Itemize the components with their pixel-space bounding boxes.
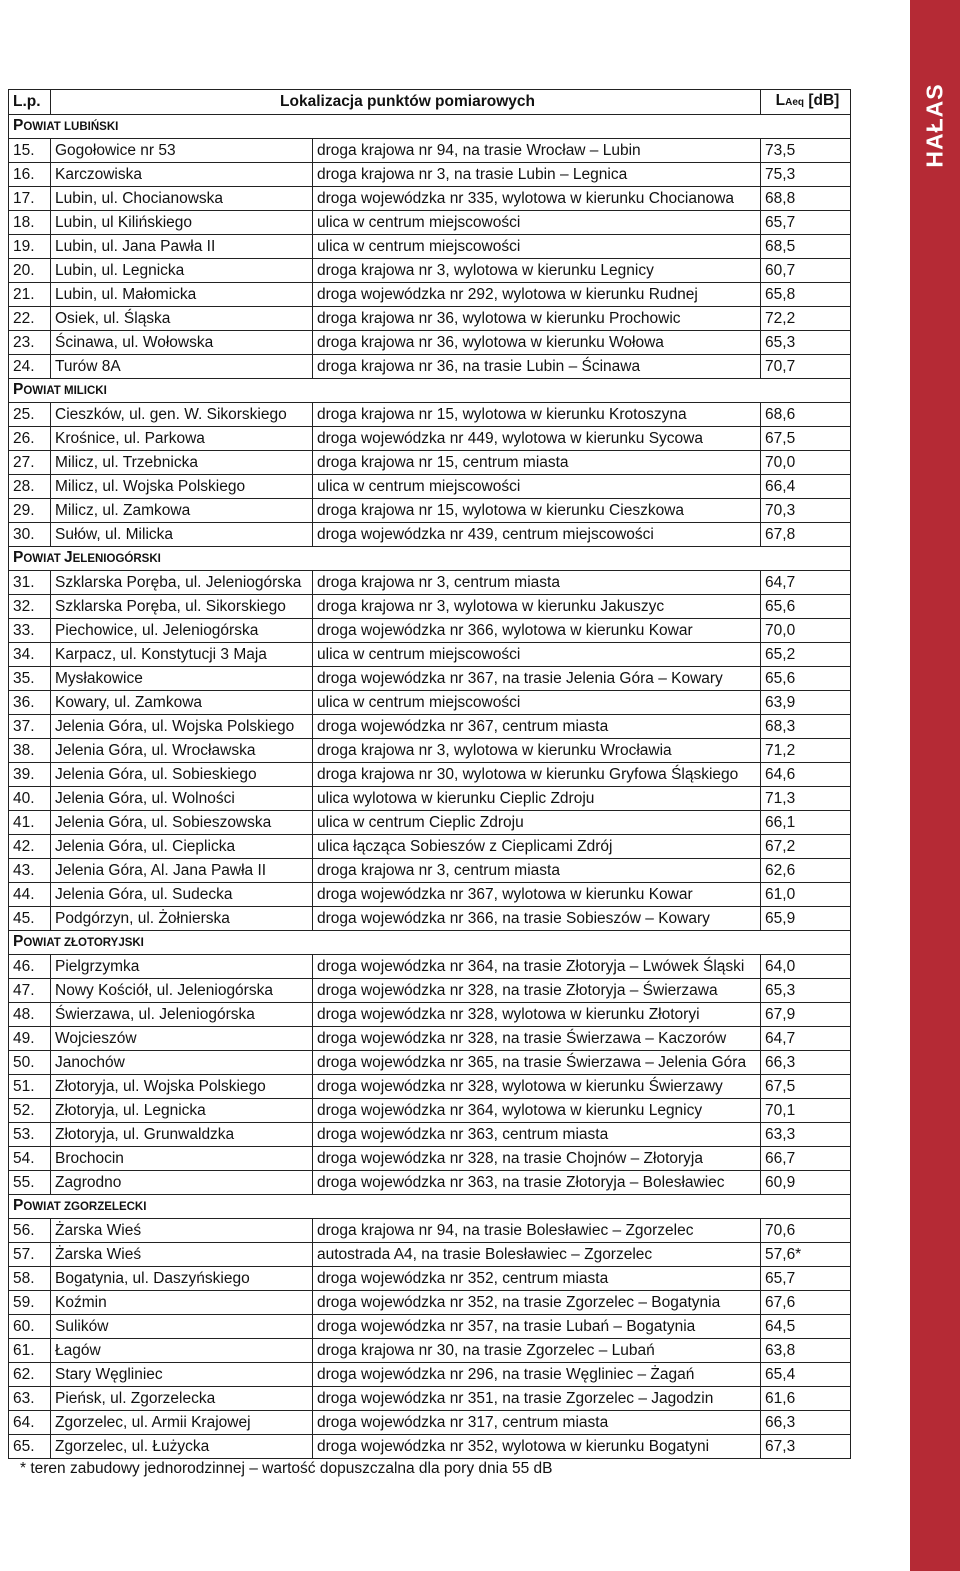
row-laeq-value: 64,6 [761,763,851,787]
table-row [9,1027,851,1051]
side-chapter-label [912,84,958,166]
row-location: Jelenia Góra, ul. Wolności [51,787,313,811]
side-chapter-text: HAŁAS [921,82,948,168]
row-laeq-value: 66,1 [761,811,851,835]
table-row [9,475,851,499]
row-number: 49. [9,1027,51,1051]
row-road: droga krajowa nr 3, na trasie Lubin – Legnica [313,163,761,187]
table-row [9,307,851,331]
row-road: droga wojewódzka nr 328, na trasie Chojnów – Złotoryja [313,1147,761,1171]
row-road: droga krajowa nr 36, wylotowa w kierunku Wołowa [313,331,761,355]
header-laeq [761,90,851,115]
row-road: droga wojewódzka nr 366, na trasie Sobieszów – Kowary [313,907,761,931]
section-row [9,379,851,403]
section-heading-part: P [13,549,24,566]
row-location: Nowy Kościół, ul. Jeleniogórska [51,979,313,1003]
row-location: Pielgrzymka [51,955,313,979]
row-location: Jelenia Góra, ul. Wojska Polskiego [51,715,313,739]
section-heading [9,1195,851,1219]
row-road: droga wojewódzka nr 328, na trasie Świerzawa – Kaczorów [313,1027,761,1051]
row-laeq-value: 71,3 [761,787,851,811]
row-laeq-value: 66,4 [761,475,851,499]
section-heading [9,379,851,403]
header-laeq-main: L [775,92,786,109]
table-row [9,403,851,427]
section-row [9,931,851,955]
row-number: 54. [9,1147,51,1171]
table-row [9,1363,851,1387]
table-row [9,811,851,835]
table-row [9,1003,851,1027]
row-number: 17. [9,187,51,211]
row-road: droga wojewódzka nr 328, wylotowa w kierunku Świerzawy [313,1075,761,1099]
row-number: 59. [9,1291,51,1315]
row-number: 19. [9,235,51,259]
row-road: droga wojewódzka nr 363, na trasie Złotoryja – Bolesławiec [313,1171,761,1195]
table-row [9,523,851,547]
table-row [9,1219,851,1243]
row-road: droga wojewódzka nr 328, wylotowa w kierunku Złotoryi [313,1003,761,1027]
table-row [9,1147,851,1171]
row-location: Brochocin [51,1147,313,1171]
row-laeq-value: 67,9 [761,1003,851,1027]
row-laeq-value: 60,7 [761,259,851,283]
row-location: Jelenia Góra, Al. Jana Pawła II [51,859,313,883]
table-row [9,955,851,979]
table-row [9,715,851,739]
section-heading-part: J [64,549,73,566]
row-number: 44. [9,883,51,907]
row-location: Żarska Wieś [51,1219,313,1243]
table-row [9,1387,851,1411]
row-number: 42. [9,835,51,859]
row-road: droga krajowa nr 94, na trasie Wrocław – Lubin [313,139,761,163]
row-number: 23. [9,331,51,355]
row-laeq-value: 72,2 [761,307,851,331]
row-number: 63. [9,1387,51,1411]
table-row [9,1123,851,1147]
table-row [9,283,851,307]
row-location: Lubin, ul Kilińskiego [51,211,313,235]
row-laeq-value: 67,6 [761,1291,851,1315]
row-location: Koźmin [51,1291,313,1315]
row-number: 25. [9,403,51,427]
table-row [9,451,851,475]
section-row [9,115,851,139]
table-row [9,1315,851,1339]
row-number: 30. [9,523,51,547]
row-number: 60. [9,1315,51,1339]
row-location: Łagów [51,1339,313,1363]
row-number: 21. [9,283,51,307]
row-location: Szklarska Poręba, ul. Sikorskiego [51,595,313,619]
row-location: Janochów [51,1051,313,1075]
row-number: 62. [9,1363,51,1387]
row-laeq-value: 67,5 [761,1075,851,1099]
table-row [9,187,851,211]
row-location: Jelenia Góra, ul. Cieplicka [51,835,313,859]
row-location: Milicz, ul. Zamkowa [51,499,313,523]
row-number: 18. [9,211,51,235]
row-road: droga wojewódzka nr 328, na trasie Złotoryja – Świerzawa [313,979,761,1003]
row-number: 26. [9,427,51,451]
header-lp: L.p. [9,90,51,115]
row-laeq-value: 65,4 [761,1363,851,1387]
section-heading-part: OWIAT [23,553,65,565]
row-location: Gogołowice nr 53 [51,139,313,163]
header-laeq-unit: [dB] [804,92,840,109]
row-road: droga krajowa nr 36, wylotowa w kierunku Prochowic [313,307,761,331]
row-number: 64. [9,1411,51,1435]
row-laeq-value: 67,5 [761,427,851,451]
row-number: 48. [9,1003,51,1027]
table-row [9,355,851,379]
section-heading-part: P [13,117,24,134]
row-location: Bogatynia, ul. Daszyńskiego [51,1267,313,1291]
row-location: Sułów, ul. Milicka [51,523,313,547]
row-road: droga krajowa nr 15, wylotowa w kierunku Krotoszyna [313,403,761,427]
table-row [9,1243,851,1267]
table-row [9,595,851,619]
row-laeq-value: 70,6 [761,1219,851,1243]
row-number: 47. [9,979,51,1003]
row-number: 16. [9,163,51,187]
row-laeq-value: 65,6 [761,667,851,691]
row-laeq-value: 67,8 [761,523,851,547]
row-location: Pieńsk, ul. Zgorzelecka [51,1387,313,1411]
section-heading-part: P [13,933,24,950]
row-road: droga wojewódzka nr 364, wylotowa w kierunku Legnicy [313,1099,761,1123]
row-number: 50. [9,1051,51,1075]
row-location: Kowary, ul. Zamkowa [51,691,313,715]
table-body [9,90,851,1459]
row-road: droga wojewódzka nr 367, centrum miasta [313,715,761,739]
row-road: droga krajowa nr 15, wylotowa w kierunku Cieszkowa [313,499,761,523]
table-row [9,1435,851,1459]
row-location: Świerzawa, ul. Jeleniogórska [51,1003,313,1027]
row-laeq-value: 68,6 [761,403,851,427]
row-road: droga krajowa nr 15, centrum miasta [313,451,761,475]
row-location: Karpacz, ul. Konstytucji 3 Maja [51,643,313,667]
section-row [9,547,851,571]
row-road: ulica wylotowa w kierunku Cieplic Zdroju [313,787,761,811]
table-row [9,1411,851,1435]
row-number: 53. [9,1123,51,1147]
row-location: Żarska Wieś [51,1243,313,1267]
row-laeq-value: 70,7 [761,355,851,379]
table-row [9,571,851,595]
row-number: 24. [9,355,51,379]
row-number: 65. [9,1435,51,1459]
row-laeq-value: 65,8 [761,283,851,307]
row-laeq-value: 71,2 [761,739,851,763]
row-laeq-value: 68,5 [761,235,851,259]
row-laeq-value: 66,3 [761,1411,851,1435]
row-location: Lubin, ul. Małomicka [51,283,313,307]
row-location: Milicz, ul. Wojska Polskiego [51,475,313,499]
row-number: 38. [9,739,51,763]
table-row [9,259,851,283]
row-laeq-value: 63,9 [761,691,851,715]
row-number: 33. [9,619,51,643]
row-road: droga wojewódzka nr 439, centrum miejscowości [313,523,761,547]
table-row [9,139,851,163]
table-row [9,1075,851,1099]
section-heading [9,931,851,955]
row-laeq-value: 65,3 [761,331,851,355]
row-number: 46. [9,955,51,979]
table-row [9,1291,851,1315]
row-number: 32. [9,595,51,619]
row-road: droga wojewódzka nr 366, wylotowa w kierunku Kowar [313,619,761,643]
row-laeq-value: 65,3 [761,979,851,1003]
row-road: droga wojewódzka nr 352, wylotowa w kierunku Bogatyni [313,1435,761,1459]
table-row [9,907,851,931]
row-road: droga wojewódzka nr 365, na trasie Świerzawa – Jelenia Góra [313,1051,761,1075]
table-row [9,499,851,523]
row-number: 27. [9,451,51,475]
section-heading-part: P [13,1197,24,1214]
section-heading [9,547,851,571]
row-location: Wojcieszów [51,1027,313,1051]
row-location: Lubin, ul. Chocianowska [51,187,313,211]
footnote: * teren zabudowy jednorodzinnej – wartość dopuszczalna dla pory dnia 55 dB [20,1460,553,1477]
table-row [9,235,851,259]
row-location: Cieszków, ul. gen. W. Sikorskiego [51,403,313,427]
row-location: Piechowice, ul. Jeleniogórska [51,619,313,643]
row-number: 51. [9,1075,51,1099]
row-laeq-value: 64,7 [761,1027,851,1051]
row-laeq-value: 70,1 [761,1099,851,1123]
row-laeq-value: 67,3 [761,1435,851,1459]
row-location: Ścinawa, ul. Wołowska [51,331,313,355]
row-road: droga krajowa nr 3, centrum miasta [313,571,761,595]
row-number: 37. [9,715,51,739]
row-number: 35. [9,667,51,691]
row-location: Złotoryja, ul. Legnicka [51,1099,313,1123]
row-location: Jelenia Góra, ul. Wrocławska [51,739,313,763]
table-row [9,859,851,883]
row-laeq-value: 68,3 [761,715,851,739]
header-laeq-sub: Aeq [785,97,805,108]
row-road: droga wojewódzka nr 317, centrum miasta [313,1411,761,1435]
row-laeq-value: 70,0 [761,619,851,643]
table-row [9,763,851,787]
row-road: droga krajowa nr 3, wylotowa w kierunku Jakuszyc [313,595,761,619]
row-laeq-value: 67,2 [761,835,851,859]
row-road: autostrada A4, na trasie Bolesławiec – Zgorzelec [313,1243,761,1267]
row-location: Zgorzelec, ul. Łużycka [51,1435,313,1459]
row-road: ulica w centrum miejscowości [313,475,761,499]
row-road: droga krajowa nr 94, na trasie Bolesławiec – Zgorzelec [313,1219,761,1243]
row-number: 61. [9,1339,51,1363]
row-location: Milicz, ul. Trzebnicka [51,451,313,475]
row-location: Stary Węgliniec [51,1363,313,1387]
row-location: Sulików [51,1315,313,1339]
row-road: ulica w centrum miejscowości [313,691,761,715]
row-laeq-value: 75,3 [761,163,851,187]
row-number: 29. [9,499,51,523]
row-location: Jelenia Góra, ul. Sobieskiego [51,763,313,787]
row-number: 31. [9,571,51,595]
row-laeq-value: 64,7 [761,571,851,595]
row-road: droga wojewódzka nr 335, wylotowa w kierunku Chocianowa [313,187,761,211]
row-location: Złotoryja, ul. Wojska Polskiego [51,1075,313,1099]
table-header-row [9,90,851,115]
row-road: droga krajowa nr 3, centrum miasta [313,859,761,883]
row-road: ulica w centrum miejscowości [313,211,761,235]
row-location: Osiek, ul. Śląska [51,307,313,331]
row-road: droga wojewódzka nr 292, wylotowa w kierunku Rudnej [313,283,761,307]
row-road: droga krajowa nr 3, wylotowa w kierunku Wrocławia [313,739,761,763]
row-road: ulica w centrum Cieplic Zdroju [313,811,761,835]
row-location: Zgorzelec, ul. Armii Krajowej [51,1411,313,1435]
side-color-band [910,0,960,1571]
row-road: droga krajowa nr 36, na trasie Lubin – Ścinawa [313,355,761,379]
section-heading-part: P [13,381,24,398]
row-number: 58. [9,1267,51,1291]
row-road: droga wojewódzka nr 367, na trasie Jelenia Góra – Kowary [313,667,761,691]
section-heading-part: OWIAT ZGORZELECKI [23,1201,147,1213]
row-number: 56. [9,1219,51,1243]
table-row [9,787,851,811]
row-laeq-value: 70,3 [761,499,851,523]
table-row [9,1339,851,1363]
row-number: 15. [9,139,51,163]
row-location: Karczowiska [51,163,313,187]
table-row [9,619,851,643]
row-number: 22. [9,307,51,331]
row-road: droga wojewódzka nr 364, na trasie Złotoryja – Lwówek Śląski [313,955,761,979]
section-heading-part: OWIAT MILICKI [23,385,107,397]
row-number: 55. [9,1171,51,1195]
row-laeq-value: 65,6 [761,595,851,619]
row-laeq-value: 66,7 [761,1147,851,1171]
row-laeq-value: 73,5 [761,139,851,163]
row-laeq-value: 68,8 [761,187,851,211]
row-road: droga krajowa nr 30, wylotowa w kierunku Gryfowa Śląskiego [313,763,761,787]
row-location: Mysłakowice [51,667,313,691]
row-number: 28. [9,475,51,499]
table-row [9,979,851,1003]
table-row [9,883,851,907]
row-number: 39. [9,763,51,787]
row-location: Zagrodno [51,1171,313,1195]
table-row [9,835,851,859]
row-road: ulica w centrum miejscowości [313,235,761,259]
row-location: Podgórzyn, ul. Żołnierska [51,907,313,931]
row-laeq-value: 65,2 [761,643,851,667]
table-row [9,667,851,691]
row-location: Lubin, ul. Jana Pawła II [51,235,313,259]
section-heading-part: OWIAT LUBIŃSKI [23,121,119,133]
row-laeq-value: 61,0 [761,883,851,907]
row-number: 41. [9,811,51,835]
row-road: droga wojewódzka nr 363, centrum miasta [313,1123,761,1147]
row-laeq-value: 64,5 [761,1315,851,1339]
row-laeq-value: 60,9 [761,1171,851,1195]
table-row [9,1171,851,1195]
row-location: Jelenia Góra, ul. Sudecka [51,883,313,907]
row-road: droga wojewódzka nr 449, wylotowa w kierunku Sycowa [313,427,761,451]
row-number: 20. [9,259,51,283]
row-laeq-value: 63,8 [761,1339,851,1363]
row-road: droga krajowa nr 30, na trasie Zgorzelec – Lubań [313,1339,761,1363]
row-number: 45. [9,907,51,931]
row-laeq-value: 66,3 [761,1051,851,1075]
row-laeq-value: 63,3 [761,1123,851,1147]
table-row [9,211,851,235]
table-row [9,331,851,355]
row-road: ulica łącząca Sobieszów z Cieplicami Zdrój [313,835,761,859]
row-number: 40. [9,787,51,811]
section-row [9,1195,851,1219]
row-laeq-value: 62,6 [761,859,851,883]
table-row [9,739,851,763]
table-row [9,643,851,667]
row-road: droga wojewódzka nr 351, na trasie Zgorzelec – Jagodzin [313,1387,761,1411]
row-location: Szklarska Poręba, ul. Jeleniogórska [51,571,313,595]
row-number: 52. [9,1099,51,1123]
row-location: Jelenia Góra, ul. Sobieszowska [51,811,313,835]
header-location: Lokalizacja punktów pomiarowych [51,90,761,115]
row-location: Złotoryja, ul. Grunwaldzka [51,1123,313,1147]
row-road: droga wojewódzka nr 296, na trasie Węgliniec – Żagań [313,1363,761,1387]
row-road: ulica w centrum miejscowości [313,643,761,667]
table-row [9,1051,851,1075]
table-row [9,1099,851,1123]
row-laeq-value: 65,9 [761,907,851,931]
row-location: Turów 8A [51,355,313,379]
row-road: droga wojewódzka nr 352, centrum miasta [313,1267,761,1291]
row-number: 36. [9,691,51,715]
row-laeq-value: 70,0 [761,451,851,475]
row-laeq-value: 65,7 [761,1267,851,1291]
row-road: droga krajowa nr 3, wylotowa w kierunku Legnicy [313,259,761,283]
row-laeq-value: 64,0 [761,955,851,979]
measurement-points-table [8,89,851,1459]
row-road: droga wojewódzka nr 352, na trasie Zgorzelec – Bogatynia [313,1291,761,1315]
table-row [9,427,851,451]
table-row [9,691,851,715]
row-laeq-value: 57,6* [761,1243,851,1267]
table-row [9,163,851,187]
section-heading-part: ELENIOGÓRSKI [72,553,161,565]
table-row [9,1267,851,1291]
row-laeq-value: 65,7 [761,211,851,235]
row-number: 34. [9,643,51,667]
row-location: Krośnice, ul. Parkowa [51,427,313,451]
section-heading [9,115,851,139]
row-number: 57. [9,1243,51,1267]
row-location: Lubin, ul. Legnicka [51,259,313,283]
row-road: droga wojewódzka nr 357, na trasie Lubań – Bogatynia [313,1315,761,1339]
row-number: 43. [9,859,51,883]
row-laeq-value: 61,6 [761,1387,851,1411]
section-heading-part: OWIAT ZŁOTORYJSKI [23,937,144,949]
row-road: droga wojewódzka nr 367, wylotowa w kierunku Kowar [313,883,761,907]
